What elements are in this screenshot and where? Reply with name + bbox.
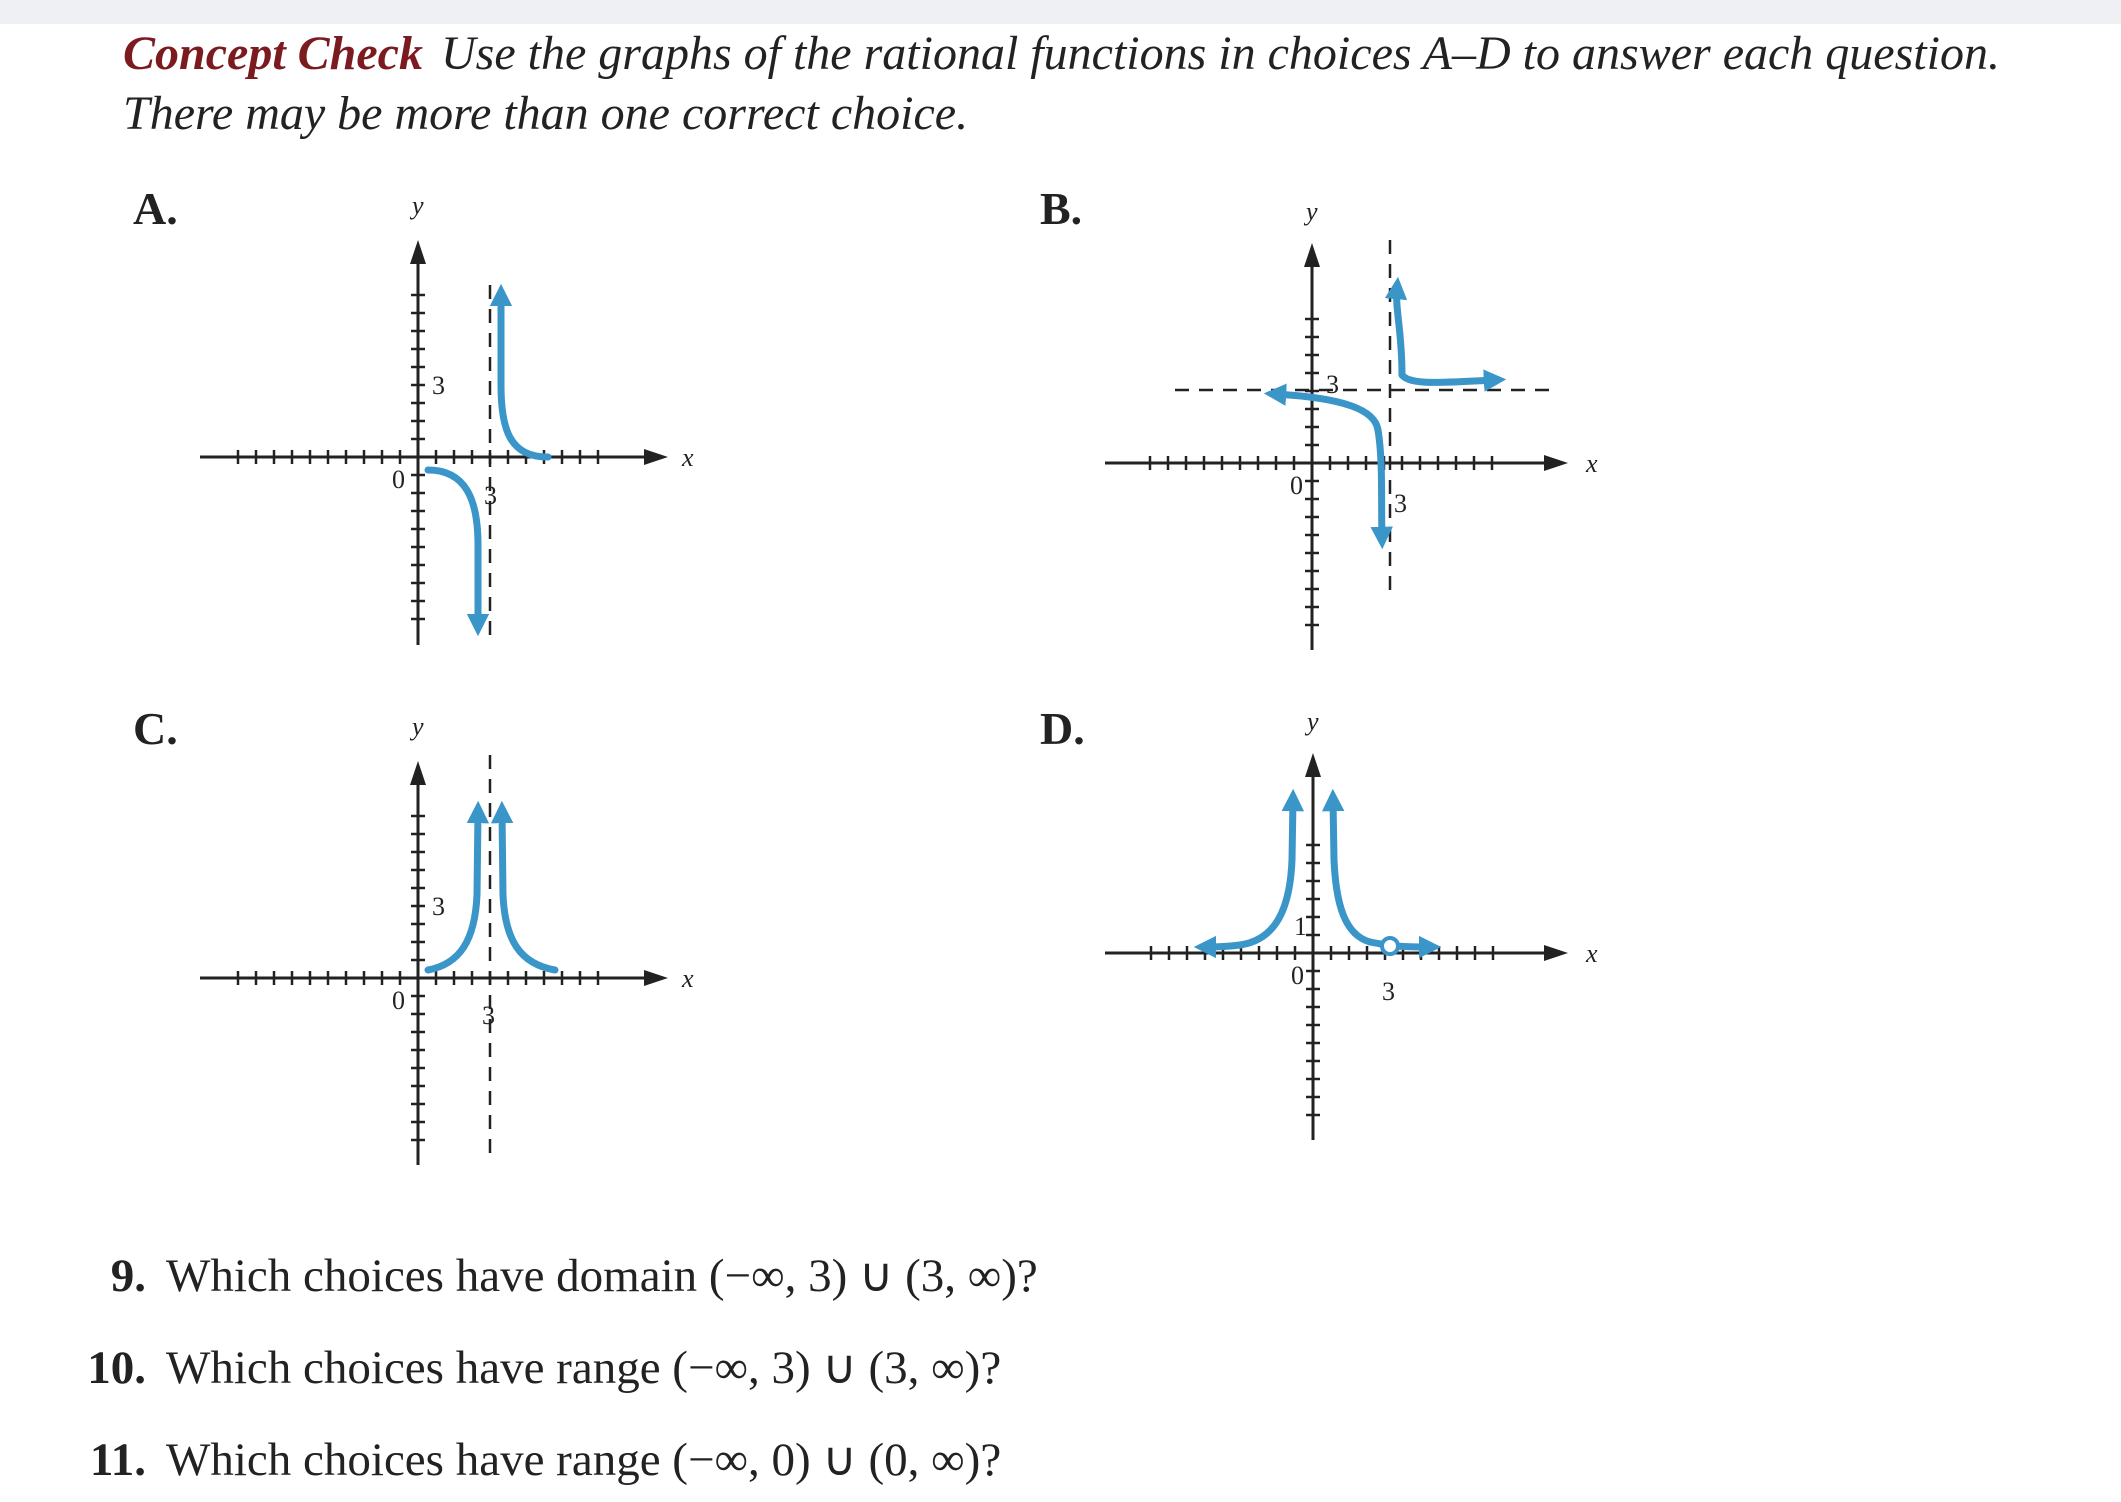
graph-d-y-arrow-icon bbox=[1305, 753, 1321, 777]
graph-a-y-label: y bbox=[412, 191, 424, 220]
graph-a-x-label: x bbox=[682, 443, 694, 472]
graph-d-x-arrow-icon bbox=[1544, 945, 1568, 961]
graph-b-curve-lower-end bbox=[1378, 430, 1382, 538]
choice-d-label: D. bbox=[1040, 703, 1085, 754]
graph-a-curve-left bbox=[428, 470, 478, 625]
graph-d-x-mark: 3 bbox=[1382, 977, 1395, 1006]
graph-c-curve-left bbox=[428, 812, 478, 970]
question-9-number: 9. bbox=[110, 1250, 146, 1302]
graph-b bbox=[1105, 197, 1598, 650]
graph-b-ticks bbox=[1150, 319, 1492, 625]
graph-a-y-arrow-icon bbox=[410, 240, 426, 264]
graph-c-y-label: y bbox=[412, 712, 424, 741]
graph-d-hole-point bbox=[1382, 938, 1398, 954]
graph-c-curve-right bbox=[502, 812, 555, 970]
graph-c-x-mark: 3 bbox=[482, 1001, 495, 1030]
graph-a-curve-right bbox=[501, 295, 548, 457]
graph-b-x-arrow-icon bbox=[1544, 455, 1568, 471]
graph-d-ticks bbox=[1151, 845, 1493, 1115]
graph-d-curve-right-up bbox=[1333, 800, 1370, 942]
graph-c-x-arrow-icon bbox=[644, 970, 668, 986]
question-11-text: Which choices have range (−∞, 0) ∪ (0, ∞)? bbox=[166, 1434, 1002, 1486]
graph-b-curve-upper-start bbox=[1397, 288, 1402, 375]
graph-b-y-mark: 3 bbox=[1326, 370, 1339, 399]
choice-b-label: B. bbox=[1040, 183, 1083, 234]
graph-d-y-mark: 1 bbox=[1294, 912, 1307, 941]
question-11 bbox=[68, 1432, 1001, 1487]
graph-a-origin-label: 0 bbox=[392, 465, 405, 494]
question-9-text: Which choices have domain (−∞, 3) ∪ (3, ∞)? bbox=[166, 1250, 1038, 1302]
graph-a bbox=[200, 191, 694, 645]
choice-a-label: A. bbox=[133, 183, 178, 234]
graph-b-y-arrow-icon bbox=[1304, 243, 1320, 267]
graph-b-curve-lower-start bbox=[1275, 394, 1378, 430]
graph-b-x-mark: 3 bbox=[1394, 489, 1407, 518]
graph-b-curve-upper-end bbox=[1402, 375, 1495, 382]
graph-a-x-mark: 3 bbox=[484, 481, 497, 510]
instructions-text: Use the graphs of the rational functions in choices A–D to answer each question. There may be more than one correct choice. bbox=[123, 27, 2000, 140]
question-10-text: Which choices have range (−∞, 3) ∪ (3, ∞)? bbox=[166, 1342, 1002, 1394]
graph-d-x-label: x bbox=[1586, 939, 1598, 968]
graph-b-origin-label: 0 bbox=[1290, 471, 1303, 500]
graph-d bbox=[1105, 707, 1598, 1140]
question-9 bbox=[68, 1248, 1038, 1303]
graph-d-curve-left-out bbox=[1205, 945, 1240, 947]
question-10 bbox=[68, 1340, 1001, 1395]
graph-d-curve-left-up bbox=[1240, 800, 1293, 945]
graph-d-origin-label: 0 bbox=[1291, 961, 1304, 990]
graph-b-y-label: y bbox=[1306, 197, 1318, 226]
graph-b-x-label: x bbox=[1586, 449, 1598, 478]
concept-check-label: Concept Check bbox=[123, 27, 423, 80]
graph-c-origin-label: 0 bbox=[392, 986, 405, 1015]
graph-c-y-arrow-icon bbox=[410, 761, 426, 785]
graph-d-y-label: y bbox=[1307, 707, 1319, 736]
question-10-number: 10. bbox=[87, 1342, 146, 1394]
graph-a-y-mark: 3 bbox=[432, 371, 445, 400]
graph-c-x-label: x bbox=[682, 964, 694, 993]
choice-c-label: C. bbox=[133, 703, 178, 754]
graph-d-curve-right-out bbox=[1370, 942, 1430, 947]
question-11-number: 11. bbox=[89, 1434, 146, 1486]
graph-c bbox=[200, 712, 694, 1165]
graph-c-y-mark: 3 bbox=[432, 892, 445, 921]
graph-a-x-arrow-icon bbox=[644, 449, 668, 465]
